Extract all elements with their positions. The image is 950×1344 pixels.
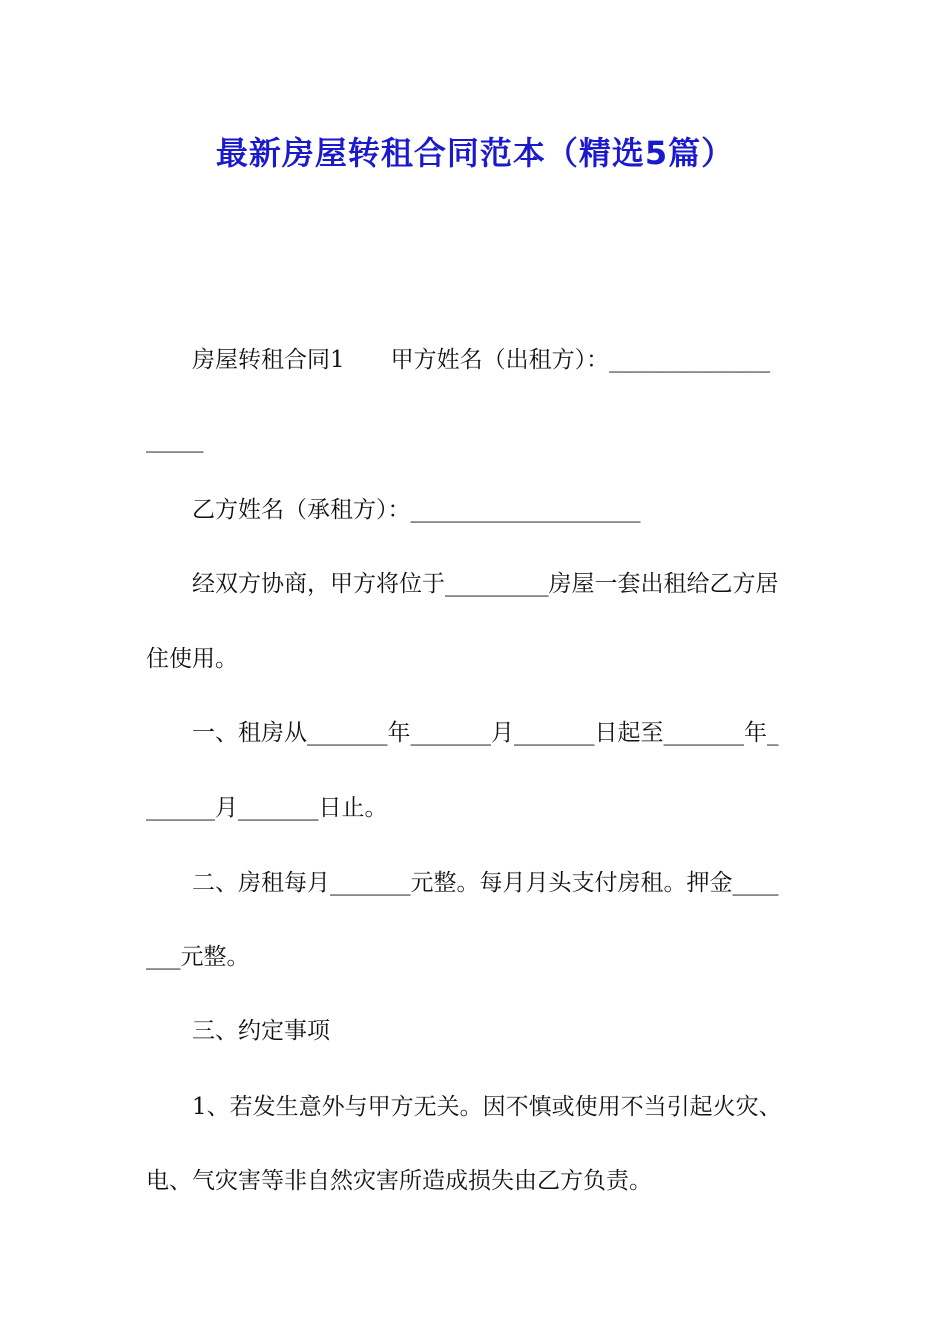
text-line-clause-3-heading: 三、约定事项 — [192, 1018, 330, 1044]
document-title: 最新房屋转租合同范本（精选5篇） — [215, 134, 735, 172]
text-line-blank-continuation: _____ — [146, 427, 204, 453]
text-line-tenant-b: 乙方姓名（承租方）：____________________ — [192, 497, 641, 523]
text-line-agreement: 经双方协商，甲方将位于_________房屋一套出租给乙方居 — [192, 571, 779, 597]
text-line-clause-2-continuation: ___元整。 — [146, 944, 250, 970]
text-line-clause-1-continuation: ______月_______日止。 — [146, 795, 388, 821]
text-line-item-1-continuation: 电、气灾害等非自然灾害所造成损失由乙方负责。 — [146, 1168, 652, 1194]
text-line-agreement-continuation: 住使用。 — [146, 646, 238, 672]
text-line-clause-2: 二、房租每月_______元整。每月月头支付房租。押金____ — [192, 870, 779, 896]
text-line-clause-1: 一、租房从_______年_______月_______日起至_______年_ — [192, 720, 779, 746]
text-line-tenant-a: 房屋转租合同1 甲方姓名（出租方）：______________ — [192, 347, 771, 373]
text-line-item-1: 1、若发生意外与甲方无关。因不慎或使用不当引起火灾、 — [192, 1094, 782, 1120]
